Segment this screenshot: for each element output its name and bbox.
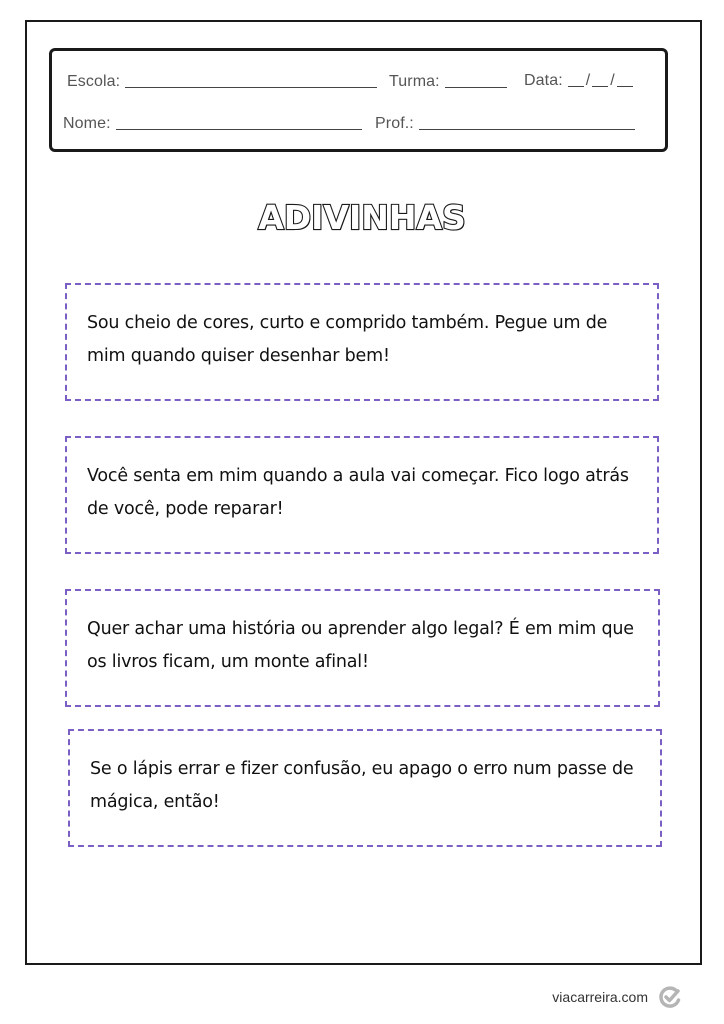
class-field[interactable] bbox=[389, 73, 507, 91]
teacher-field[interactable] bbox=[375, 115, 635, 133]
date-month-blank[interactable] bbox=[592, 85, 608, 87]
riddle-text: Sou cheio de cores, curto e comprido também. Pegue um de mim quando quiser desenhar bem! bbox=[87, 313, 608, 366]
student-info-header bbox=[49, 48, 668, 152]
class-blank-line[interactable] bbox=[445, 86, 507, 88]
name-blank-line[interactable] bbox=[116, 128, 362, 130]
check-circle-icon bbox=[658, 985, 682, 1009]
footer bbox=[552, 985, 682, 1009]
footer-site-link[interactable]: viacarreira.com bbox=[552, 989, 648, 1005]
date-day-blank[interactable] bbox=[568, 85, 584, 87]
page-title: ADIVINHAS bbox=[258, 198, 466, 237]
name-label: Nome: bbox=[63, 115, 111, 132]
teacher-label: Prof.: bbox=[375, 115, 414, 132]
date-year-blank[interactable] bbox=[617, 85, 633, 87]
date-separator: / bbox=[610, 72, 615, 89]
riddle-text: Se o lápis errar e fizer confusão, eu apago o erro num passe de mágica, então! bbox=[90, 759, 634, 812]
school-field[interactable] bbox=[67, 73, 377, 91]
school-blank-line[interactable] bbox=[125, 86, 377, 88]
date-separator: / bbox=[585, 72, 591, 89]
riddle-card bbox=[65, 283, 659, 401]
riddle-text: Quer achar uma história ou aprender algo legal? É em mim que os livros ficam, um monte afinal! bbox=[87, 619, 634, 672]
school-label: Escola: bbox=[67, 73, 121, 90]
riddle-card bbox=[68, 729, 662, 847]
date-field[interactable] bbox=[524, 72, 633, 90]
riddle-card bbox=[65, 436, 659, 554]
class-label: Turma: bbox=[389, 73, 440, 90]
riddle-text: Você senta em mim quando a aula vai começar. Fico logo atrás de você, pode reparar! bbox=[87, 466, 629, 519]
riddle-card bbox=[65, 589, 660, 707]
teacher-blank-line[interactable] bbox=[419, 128, 635, 130]
name-field[interactable] bbox=[63, 115, 362, 133]
date-label: Data: bbox=[524, 72, 563, 89]
